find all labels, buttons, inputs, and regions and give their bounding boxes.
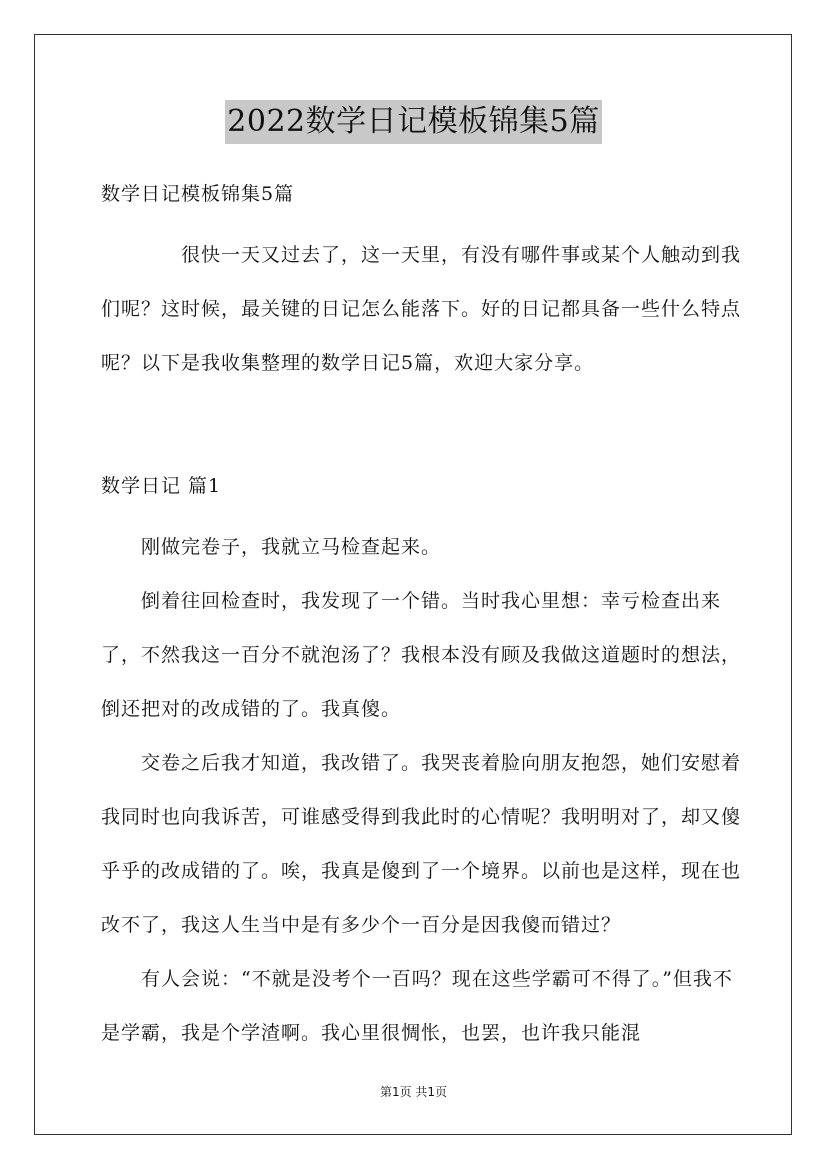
body-paragraph: 刚做完卷子，我就立马检查起来。 (141, 536, 442, 558)
page-footer: 第1页 共1页 (379, 1085, 448, 1099)
document-subtitle: 数学日记模板锦集5篇 (101, 183, 295, 205)
title-wrapper (0, 100, 827, 144)
body-paragraph: 倒着往回检查时，我发现了一个错。当时我心里想：幸亏检查出来了，不然我这一百分不就泡汤了？我根本没有顾及我做这道题时的想法，倒还把对的改成错的了。我真傻。 (101, 590, 742, 720)
body-paragraph: 交卷之后我才知道，我改错了。我哭丧着脸向朋友抱怨，她们安慰着我同时也向我诉苦，可谁感受得到我此时的心情呢？我明明对了，却又傻乎乎的改成错的了。唉，我真是傻到了一个境界。以前也是这样，现在也改不了，我这人生当中是有多少个一百分是因我傻而错过？ (101, 752, 742, 936)
body-paragraph: 有人会说：“不就是没考个一百吗？现在这些学霸可不得了。”但我不是学霸，我是个学渣啊。我心里很惆怅，也罢，也许我只能混 (101, 968, 733, 1044)
section-heading: 数学日记 篇1 (101, 475, 222, 497)
intro-paragraph: 很快一天又过去了，这一天里，有没有哪件事或某个人触动到我们呢？这时候，最关键的日记怎么能落下。好的日记都具备一些什么特点呢？以下是我收集整理的数学日记5篇，欢迎大家分享。 (101, 244, 742, 374)
document-body (101, 170, 741, 1060)
document-title: 2022数学日记模板锦集5篇 (225, 100, 601, 144)
